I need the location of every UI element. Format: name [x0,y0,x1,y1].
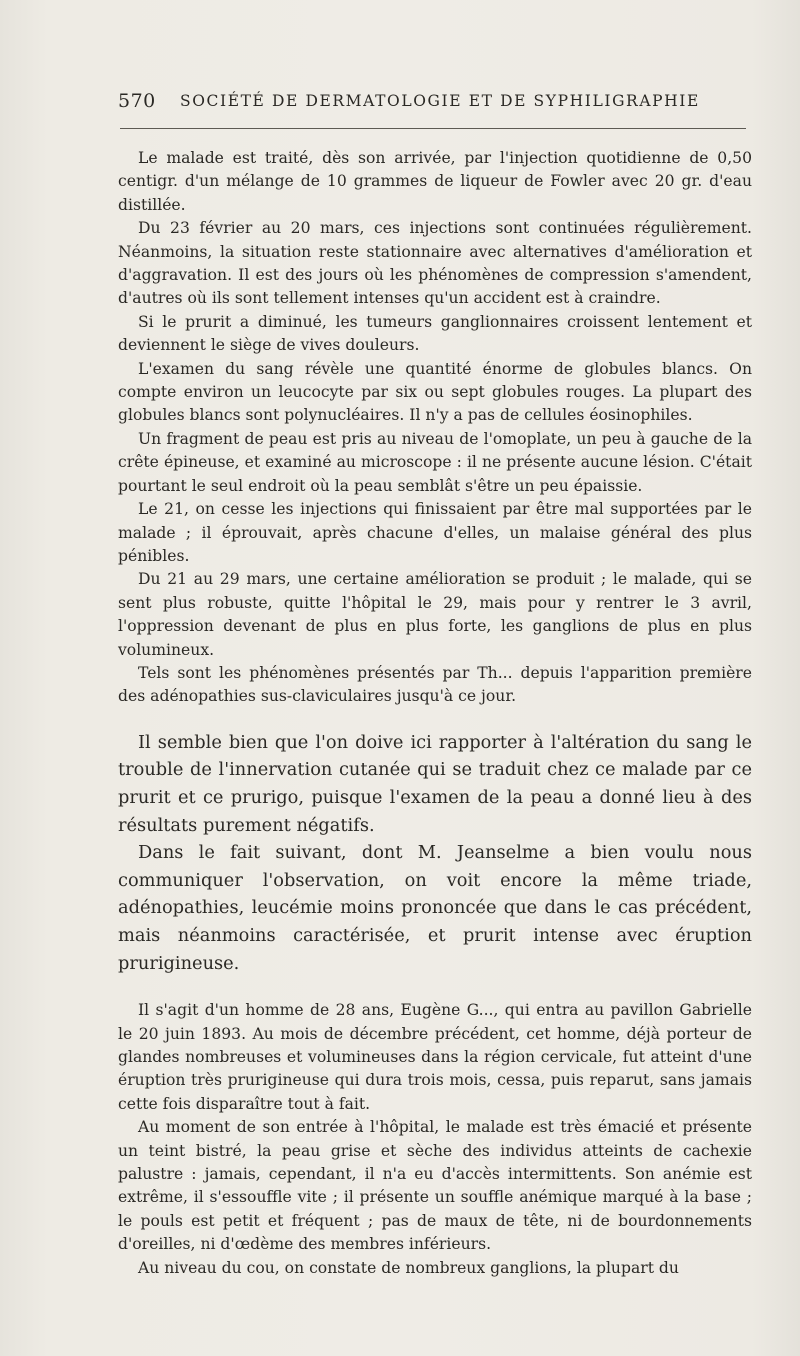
paragraph: Au moment de son entrée à l'hôpital, le malade est très émacié et présente un teint bistré, la peau grise et sèche des individus atteints de cachexie palustre : jamais, cependant, il n'a eu d'accès intermittents. Son anémie est extrême, il s'essouffle vite ; il présente un souffle anémique marqué à la base ; le pouls est petit et fréquent ; pas de maux de tête, ni de bourdonnements d'oreilles, ni d'œdème des membres inférieurs. [118,1118,752,1254]
paragraph: Le malade est traité, dès son arrivée, par l'injection quotidienne de 0,50 centigr. d'un mélange de 10 grammes de liqueur de Fowler avec 20 gr. d'eau distillée. [118,149,752,214]
paragraph: Il s'agit d'un homme de 28 ans, Eugène G..., qui entra au pavillon Gabrielle le 20 juin 1893. Au mois de décembre précédent, cet homme, déjà porteur de glandes nombreuses et volumineuses dans la région cervicale, fut atteint d'une éruption très prurigineuse qui dura trois mois, cessa, puis reparut, sans jamais cette fois disparaître tout à fait. [118,1001,752,1113]
spacer [118,977,752,999]
page-header [118,90,748,120]
header-rule [120,128,746,129]
commentary-paragraph: Dans le fait suivant, dont M. Jeanselme a bien voulu nous communiquer l'observation, on voit encore la même triade, adénopathies, leucémie moins prononcée que dans le cas précédent, mais néanmoins caractérisée, et prurit intense avec éruption prurigineuse. [118,842,752,974]
paragraph: Du 23 février au 20 mars, ces injections sont continuées régulièrement. Néanmoins, la situation reste stationnaire avec alternatives d'amélioration et d'aggravation. Il est des jours où les phénomènes de compression s'amendent, d'autres où ils sont tellement intenses qu'un accident est à craindre. [118,219,752,308]
page-number: 570 [118,90,156,112]
page-body [118,147,752,1280]
paragraph: Si le prurit a diminué, les tumeurs ganglionnaires croissent lentement et deviennent le siège de vives douleurs. [118,312,752,355]
spacer [118,709,752,729]
running-title: SOCIÉTÉ DE DERMATOLOGIE ET DE SYPHILIGRAPHIE [180,92,700,110]
paragraph: Du 21 au 29 mars, une certaine amélioration se produit ; le malade, qui se sent plus robuste, quitte l'hôpital le 29, mais pour y rentrer le 3 avril, l'oppression devenant de plus en plus forte, les ganglions de plus en plus volumineux. [118,570,752,659]
paragraph: Au niveau du cou, on constate de nombreux ganglions, la plupart du [138,1258,679,1277]
paragraph: Un fragment de peau est pris au niveau de l'omoplate, un peu à gauche de la crête épineuse, et examiné au microscope : il ne présente aucune lésion. C'était pourtant le seul endroit où la peau semblât s'être un peu épaissie. [118,429,752,495]
paragraph: Tels sont les phénomènes présentés par Th... depuis l'apparition première des adénopathies sus-claviculaires jusqu'à ce jour. [118,663,752,706]
paragraph: L'examen du sang révèle une quantité énorme de globules blancs. On compte environ un leucocyte par six ou sept globules rouges. La plupart des globules blancs sont polynucléaires. Il n'y a pas de cellules éosinophiles. [118,359,752,425]
commentary-paragraph: Il semble bien que l'on doive ici rapporter à l'altération du sang le trouble de l'innervation cutanée qui se traduit chez ce malade par ce prurit et ce prurigo, puisque l'examen de la peau a donné lieu à des résultats purement négatifs. [118,731,752,836]
paragraph: Le 21, on cesse les injections qui finissaient par être mal supportées par le malade ; il éprouvait, après chacune d'elles, un malaise général des plus pénibles. [118,500,752,565]
